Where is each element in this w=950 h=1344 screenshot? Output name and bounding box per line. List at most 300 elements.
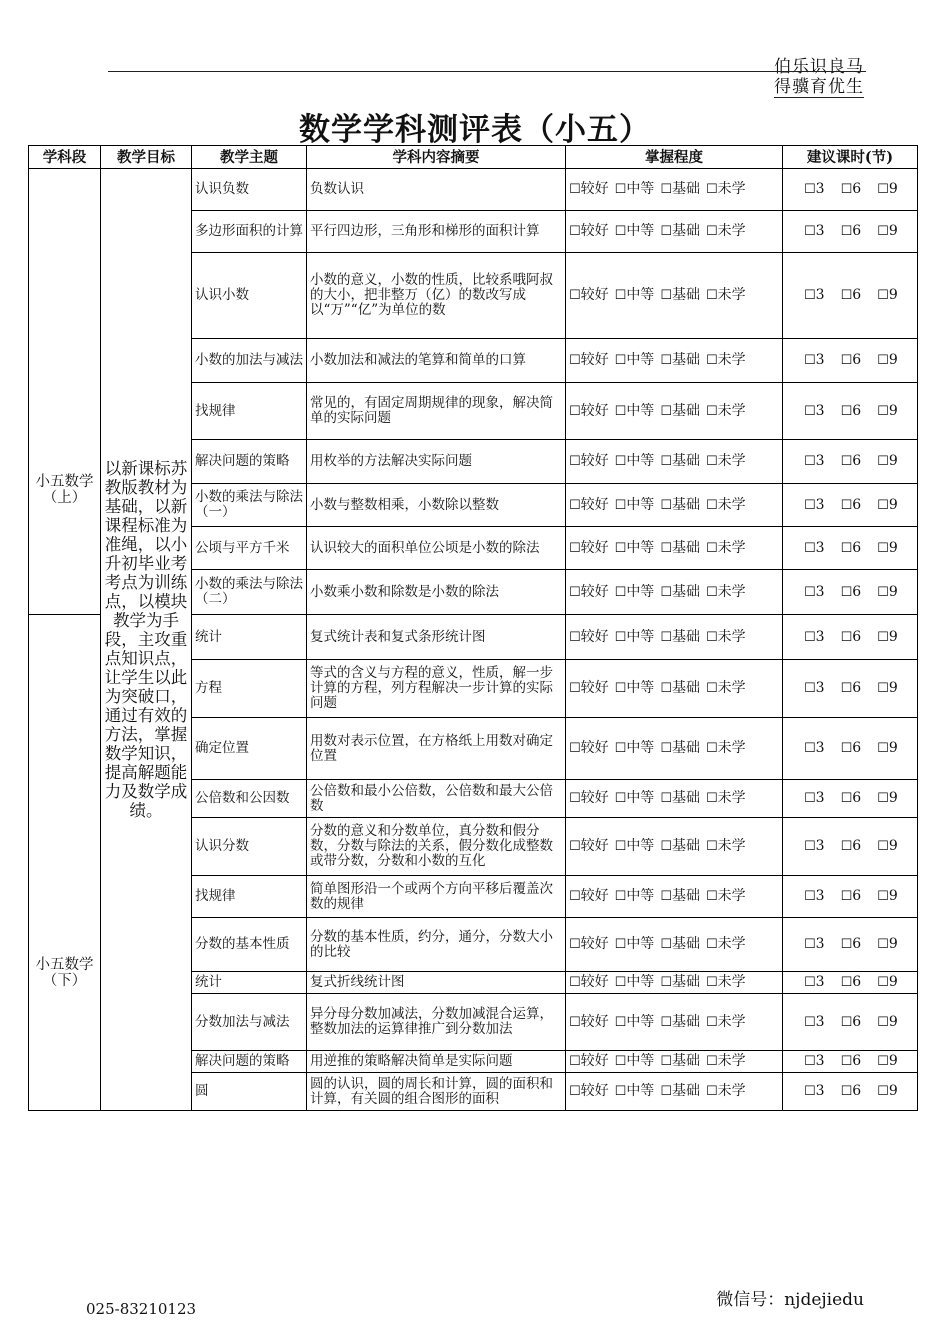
checkbox-icon[interactable]: ☐	[569, 629, 581, 645]
checkbox-icon[interactable]: ☐	[569, 353, 581, 368]
mastery-option[interactable]	[706, 681, 746, 696]
hours-option[interactable]	[841, 791, 862, 806]
checkbox-icon[interactable]: ☐	[804, 403, 816, 419]
hours-option[interactable]	[841, 1015, 862, 1030]
mastery-option[interactable]	[706, 741, 746, 756]
checkbox-icon[interactable]: ☐	[804, 1014, 816, 1030]
hours-option[interactable]	[804, 741, 825, 756]
hours-option[interactable]	[804, 182, 825, 197]
hours-option[interactable]	[877, 404, 898, 419]
checkbox-icon[interactable]: ☐	[804, 454, 816, 469]
hours-option[interactable]	[841, 1084, 862, 1099]
mastery-option[interactable]	[615, 1015, 655, 1030]
mastery-option[interactable]	[706, 182, 746, 197]
checkbox-icon[interactable]: ☐	[614, 681, 627, 696]
hours-option[interactable]	[877, 288, 898, 303]
checkbox-icon[interactable]: ☐	[569, 454, 581, 469]
mastery-option[interactable]	[660, 224, 700, 239]
mastery-option[interactable]	[569, 404, 609, 419]
mastery-option[interactable]	[706, 937, 746, 952]
mastery-option[interactable]	[660, 585, 700, 600]
checkbox-icon[interactable]: ☐	[614, 353, 627, 368]
hours-option[interactable]	[804, 839, 825, 854]
hours-option[interactable]	[877, 454, 898, 469]
checkbox-icon[interactable]: ☐	[660, 224, 672, 239]
checkbox-icon[interactable]: ☐	[614, 1054, 627, 1069]
mastery-option[interactable]	[615, 454, 655, 469]
checkbox-icon[interactable]: ☐	[804, 1084, 816, 1099]
checkbox-icon[interactable]: ☐	[569, 975, 581, 990]
content-summary-cell: 认识较大的面积单位公顷是小数的除法	[307, 527, 566, 570]
mastery-option[interactable]	[615, 404, 655, 419]
checkbox-icon[interactable]: ☐	[660, 791, 672, 806]
hours-option[interactable]	[877, 839, 898, 854]
checkbox-icon[interactable]: ☐	[840, 353, 853, 368]
checkbox-icon[interactable]: ☐	[614, 540, 627, 556]
checkbox-icon[interactable]: ☐	[660, 454, 672, 469]
hours-option-label: 6	[852, 1083, 862, 1099]
checkbox-icon[interactable]: ☐	[877, 454, 889, 469]
mastery-option[interactable]	[660, 182, 700, 197]
hours-option[interactable]	[841, 889, 862, 904]
mastery-option[interactable]	[615, 681, 655, 696]
mastery-option[interactable]	[660, 404, 700, 419]
mastery-option[interactable]	[569, 889, 609, 904]
checkbox-icon[interactable]: ☐	[840, 1084, 853, 1099]
checkbox-icon[interactable]: ☐	[804, 182, 816, 197]
mastery-option[interactable]	[615, 741, 655, 756]
checkbox-icon[interactable]: ☐	[614, 975, 627, 990]
checkbox-icon[interactable]: ☐	[614, 288, 627, 303]
checkbox-icon[interactable]: ☐	[614, 937, 627, 952]
checkbox-icon[interactable]: ☐	[660, 975, 672, 990]
checkbox-icon[interactable]: ☐	[705, 681, 718, 696]
topic-cell: 小数的加法与减法	[192, 339, 307, 383]
mastery-option[interactable]	[615, 1054, 655, 1069]
checkbox-icon[interactable]: ☐	[660, 741, 672, 756]
hours-option-label: 3	[815, 453, 825, 469]
checkbox-icon[interactable]: ☐	[877, 741, 889, 756]
hours-option[interactable]	[804, 288, 825, 303]
checkbox-icon[interactable]: ☐	[614, 497, 627, 513]
mastery-option[interactable]	[706, 498, 746, 513]
mastery-option[interactable]	[660, 889, 700, 904]
hours-option[interactable]	[841, 839, 862, 854]
checkbox-icon[interactable]: ☐	[705, 937, 718, 952]
checkbox-icon[interactable]: ☐	[804, 791, 816, 806]
checkbox-icon[interactable]: ☐	[614, 454, 627, 469]
mastery-option[interactable]	[569, 498, 609, 513]
mastery-option[interactable]	[569, 182, 609, 197]
checkbox-icon[interactable]: ☐	[660, 681, 672, 696]
hours-option[interactable]	[841, 353, 862, 368]
mastery-option[interactable]	[706, 585, 746, 600]
mastery-option[interactable]	[615, 839, 655, 854]
mastery-option[interactable]	[706, 404, 746, 419]
checkbox-icon[interactable]: ☐	[705, 353, 718, 368]
checkbox-icon[interactable]: ☐	[660, 629, 672, 645]
checkbox-icon[interactable]: ☐	[705, 629, 718, 645]
hours-option[interactable]	[877, 182, 898, 197]
mastery-option[interactable]	[660, 937, 700, 952]
checkbox-icon[interactable]: ☐	[660, 288, 672, 303]
topic-cell: 多边形面积的计算	[192, 211, 307, 253]
checkbox-icon[interactable]: ☐	[614, 791, 627, 806]
mastery-option[interactable]	[615, 889, 655, 904]
hours-option[interactable]	[804, 975, 825, 990]
checkbox-icon[interactable]: ☐	[569, 681, 581, 696]
hours-option[interactable]	[841, 681, 862, 696]
hours-option[interactable]	[877, 1084, 898, 1099]
mastery-option[interactable]	[660, 791, 700, 806]
checkbox-icon[interactable]: ☐	[840, 1054, 853, 1069]
mastery-option[interactable]	[615, 585, 655, 600]
mastery-option[interactable]	[569, 975, 609, 990]
hours-option[interactable]	[877, 889, 898, 904]
hours-option[interactable]	[804, 404, 825, 419]
hours-option[interactable]	[877, 937, 898, 952]
hours-option[interactable]	[877, 585, 898, 600]
hours-option-label: 3	[815, 181, 825, 197]
hours-option[interactable]	[841, 288, 862, 303]
mastery-option[interactable]	[660, 353, 700, 368]
hours-option[interactable]	[877, 1054, 898, 1069]
checkbox-icon[interactable]: ☐	[804, 681, 816, 696]
hours-option[interactable]	[841, 498, 862, 513]
checkbox-icon[interactable]: ☐	[804, 975, 816, 990]
checkbox-icon[interactable]: ☐	[877, 839, 889, 854]
checkbox-icon[interactable]: ☐	[705, 839, 718, 854]
checkbox-icon[interactable]: ☐	[877, 1014, 889, 1030]
mastery-option[interactable]	[706, 288, 746, 303]
checkbox-icon[interactable]: ☐	[569, 497, 581, 513]
mastery-option[interactable]	[615, 224, 655, 239]
checkbox-icon[interactable]: ☐	[569, 741, 581, 756]
mastery-option[interactable]	[615, 630, 655, 645]
checkbox-icon[interactable]: ☐	[705, 1084, 718, 1099]
mastery-option[interactable]	[615, 498, 655, 513]
mastery-option[interactable]	[660, 630, 700, 645]
checkbox-icon[interactable]: ☐	[660, 889, 672, 904]
checkbox-icon[interactable]: ☐	[840, 497, 853, 513]
mastery-option[interactable]	[569, 288, 609, 303]
checkbox-icon[interactable]: ☐	[804, 629, 816, 645]
mastery-option[interactable]	[660, 1015, 700, 1030]
mastery-option[interactable]	[660, 498, 700, 513]
checkbox-icon[interactable]: ☐	[840, 741, 853, 756]
checkbox-icon[interactable]: ☐	[705, 1054, 718, 1069]
checkbox-icon[interactable]: ☐	[569, 540, 581, 556]
checkbox-icon[interactable]: ☐	[877, 497, 889, 513]
checkbox-icon[interactable]: ☐	[705, 889, 718, 904]
mastery-option[interactable]	[706, 975, 746, 990]
checkbox-icon[interactable]: ☐	[614, 741, 627, 756]
mastery-option[interactable]	[706, 1084, 746, 1099]
hours-option[interactable]	[841, 541, 862, 556]
checkbox-icon[interactable]: ☐	[877, 681, 889, 696]
mastery-option[interactable]	[615, 353, 655, 368]
checkbox-icon[interactable]: ☐	[614, 1084, 627, 1099]
hours-option[interactable]	[841, 741, 862, 756]
checkbox-icon[interactable]: ☐	[569, 1054, 581, 1069]
checkbox-icon[interactable]: ☐	[569, 791, 581, 806]
checkbox-icon[interactable]: ☐	[840, 629, 853, 645]
hours-option[interactable]	[804, 353, 825, 368]
mastery-option[interactable]	[706, 889, 746, 904]
checkbox-icon[interactable]: ☐	[804, 741, 816, 756]
checkbox-icon[interactable]: ☐	[804, 937, 816, 952]
mastery-option[interactable]	[660, 541, 700, 556]
hours-option[interactable]	[877, 541, 898, 556]
checkbox-icon[interactable]: ☐	[840, 975, 853, 990]
checkbox-icon[interactable]: ☐	[877, 182, 889, 197]
mastery-option-label: 基础	[671, 740, 700, 756]
checkbox-icon[interactable]: ☐	[877, 540, 889, 556]
mastery-option[interactable]	[706, 454, 746, 469]
checkbox-icon[interactable]: ☐	[877, 937, 889, 952]
checkbox-icon[interactable]: ☐	[614, 224, 627, 239]
checkbox-icon[interactable]: ☐	[660, 353, 672, 368]
mastery-option[interactable]	[569, 839, 609, 854]
hours-option[interactable]	[804, 791, 825, 806]
checkbox-icon[interactable]: ☐	[840, 182, 853, 197]
checkbox-icon[interactable]: ☐	[660, 584, 672, 600]
mastery-cell	[566, 780, 783, 818]
hours-option[interactable]	[804, 630, 825, 645]
checkbox-icon[interactable]: ☐	[840, 889, 853, 904]
checkbox-icon[interactable]: ☐	[660, 1014, 672, 1030]
checkbox-icon[interactable]: ☐	[705, 1014, 718, 1030]
checkbox-icon[interactable]: ☐	[705, 182, 718, 197]
hours-option[interactable]	[877, 681, 898, 696]
hours-option[interactable]	[804, 224, 825, 239]
hours-option[interactable]	[877, 975, 898, 990]
hours-option[interactable]	[841, 454, 862, 469]
hours-option[interactable]	[804, 937, 825, 952]
mastery-option[interactable]	[569, 224, 609, 239]
hours-option[interactable]	[877, 741, 898, 756]
hours-option-label: 3	[815, 223, 825, 239]
checkbox-icon[interactable]: ☐	[569, 288, 581, 303]
header-rule	[108, 71, 866, 72]
checkbox-icon[interactable]: ☐	[804, 839, 816, 854]
mastery-option[interactable]	[660, 681, 700, 696]
mastery-option[interactable]	[660, 839, 700, 854]
checkbox-icon[interactable]: ☐	[660, 403, 672, 419]
mastery-option[interactable]	[569, 1015, 609, 1030]
checkbox-icon[interactable]: ☐	[877, 1054, 889, 1069]
checkbox-icon[interactable]: ☐	[614, 182, 627, 197]
mastery-option[interactable]	[615, 182, 655, 197]
hours-option[interactable]	[804, 498, 825, 513]
checkbox-icon[interactable]: ☐	[804, 288, 816, 303]
hours-option[interactable]	[841, 182, 862, 197]
checkbox-icon[interactable]: ☐	[877, 975, 889, 990]
mastery-option[interactable]	[660, 1054, 700, 1069]
mastery-option[interactable]	[569, 741, 609, 756]
hours-option[interactable]	[804, 681, 825, 696]
hours-option[interactable]	[877, 1015, 898, 1030]
checkbox-icon[interactable]: ☐	[660, 1084, 672, 1099]
hours-option[interactable]	[877, 224, 898, 239]
checkbox-icon[interactable]: ☐	[705, 497, 718, 513]
mastery-option-label: 未学	[717, 1053, 746, 1069]
mastery-option[interactable]	[569, 791, 609, 806]
checkbox-icon[interactable]: ☐	[840, 584, 853, 600]
checkbox-icon[interactable]: ☐	[840, 937, 853, 952]
checkbox-icon[interactable]: ☐	[877, 288, 889, 303]
mastery-option[interactable]	[660, 454, 700, 469]
hours-option[interactable]	[841, 1054, 862, 1069]
hours-option[interactable]	[804, 889, 825, 904]
checkbox-icon[interactable]: ☐	[877, 629, 889, 645]
hours-option[interactable]	[877, 353, 898, 368]
mastery-option[interactable]	[615, 288, 655, 303]
hours-option[interactable]	[804, 585, 825, 600]
mastery-option[interactable]	[706, 791, 746, 806]
checkbox-icon[interactable]: ☐	[660, 1054, 672, 1069]
checkbox-icon[interactable]: ☐	[569, 224, 581, 239]
checkbox-icon[interactable]: ☐	[877, 889, 889, 904]
checkbox-icon[interactable]: ☐	[804, 889, 816, 904]
mastery-cell	[566, 818, 783, 876]
hours-option[interactable]	[804, 1015, 825, 1030]
mastery-option[interactable]	[615, 791, 655, 806]
mastery-option[interactable]	[706, 353, 746, 368]
checkbox-icon[interactable]: ☐	[705, 975, 718, 990]
mastery-option[interactable]	[706, 224, 746, 239]
mastery-option[interactable]	[706, 1054, 746, 1069]
checkbox-icon[interactable]: ☐	[804, 497, 816, 513]
mastery-cell	[566, 484, 783, 527]
checkbox-icon[interactable]: ☐	[660, 839, 672, 854]
checkbox-icon[interactable]: ☐	[877, 403, 889, 419]
mastery-option[interactable]	[660, 1084, 700, 1099]
checkbox-icon[interactable]: ☐	[804, 584, 816, 600]
checkbox-icon[interactable]: ☐	[705, 540, 718, 556]
mastery-option[interactable]	[569, 585, 609, 600]
mastery-option[interactable]	[615, 937, 655, 952]
hours-option[interactable]	[841, 630, 862, 645]
mastery-option[interactable]	[706, 839, 746, 854]
checkbox-icon[interactable]: ☐	[614, 889, 627, 904]
mastery-option[interactable]	[569, 541, 609, 556]
checkbox-icon[interactable]: ☐	[804, 540, 816, 556]
checkbox-icon[interactable]: ☐	[840, 540, 853, 556]
hours-option[interactable]	[804, 541, 825, 556]
checkbox-icon[interactable]: ☐	[877, 353, 889, 368]
hours-option-label: 6	[852, 1013, 862, 1030]
mastery-option[interactable]	[569, 1084, 609, 1099]
checkbox-icon[interactable]: ☐	[804, 224, 816, 239]
checkbox-icon[interactable]: ☐	[614, 403, 627, 419]
checkbox-icon[interactable]: ☐	[569, 1084, 581, 1099]
checkbox-icon[interactable]: ☐	[705, 454, 718, 469]
mastery-cell	[566, 440, 783, 484]
checkbox-icon[interactable]: ☐	[840, 1014, 853, 1030]
topic-cell: 认识小数	[192, 253, 307, 339]
checkbox-icon[interactable]: ☐	[840, 224, 853, 239]
mastery-option[interactable]	[615, 541, 655, 556]
mastery-option[interactable]	[660, 741, 700, 756]
hours-option[interactable]	[877, 791, 898, 806]
hours-option[interactable]	[877, 630, 898, 645]
mastery-option[interactable]	[569, 454, 609, 469]
checkbox-icon[interactable]: ☐	[660, 497, 672, 513]
checkbox-icon[interactable]: ☐	[840, 681, 853, 696]
hours-option[interactable]	[804, 454, 825, 469]
checkbox-icon[interactable]: ☐	[569, 889, 581, 904]
checkbox-icon[interactable]: ☐	[705, 403, 718, 419]
mastery-option[interactable]	[569, 353, 609, 368]
checkbox-icon[interactable]: ☐	[877, 224, 889, 239]
checkbox-icon[interactable]: ☐	[660, 182, 672, 197]
mastery-option[interactable]	[706, 630, 746, 645]
mastery-option-label: 未学	[717, 181, 746, 197]
checkbox-icon[interactable]: ☐	[840, 454, 853, 469]
hours-option[interactable]	[841, 404, 862, 419]
checkbox-icon[interactable]: ☐	[569, 937, 581, 952]
checkbox-icon[interactable]: ☐	[660, 540, 672, 556]
checkbox-icon[interactable]: ☐	[705, 741, 718, 756]
checkbox-icon[interactable]: ☐	[569, 839, 581, 854]
checkbox-icon[interactable]: ☐	[840, 403, 853, 419]
checkbox-icon[interactable]: ☐	[660, 937, 672, 952]
checkbox-icon[interactable]: ☐	[840, 839, 853, 854]
checkbox-icon[interactable]: ☐	[804, 1054, 816, 1069]
checkbox-icon[interactable]: ☐	[614, 584, 627, 600]
hours-option[interactable]	[841, 937, 862, 952]
checkbox-icon[interactable]: ☐	[705, 224, 718, 239]
mastery-option[interactable]	[660, 288, 700, 303]
hours-option[interactable]	[841, 975, 862, 990]
checkbox-icon[interactable]: ☐	[569, 584, 581, 600]
checkbox-icon[interactable]: ☐	[614, 1014, 627, 1030]
mastery-option-label: 中等	[626, 680, 655, 696]
checkbox-icon[interactable]: ☐	[877, 791, 889, 806]
hours-option[interactable]	[804, 1054, 825, 1069]
hours-option[interactable]	[877, 498, 898, 513]
checkbox-icon[interactable]: ☐	[614, 839, 627, 854]
checkbox-icon[interactable]: ☐	[804, 353, 816, 368]
mastery-option[interactable]	[660, 975, 700, 990]
mastery-option[interactable]	[615, 1084, 655, 1099]
mastery-option[interactable]	[615, 975, 655, 990]
hours-option[interactable]	[804, 1084, 825, 1099]
hours-option[interactable]	[841, 224, 862, 239]
hours-option[interactable]	[841, 585, 862, 600]
checkbox-icon[interactable]: ☐	[569, 403, 581, 419]
mastery-option-label: 未学	[717, 453, 746, 469]
checkbox-icon[interactable]: ☐	[840, 791, 853, 806]
checkbox-icon[interactable]: ☐	[877, 584, 889, 600]
checkbox-icon[interactable]: ☐	[705, 288, 718, 303]
mastery-option[interactable]	[706, 541, 746, 556]
checkbox-icon[interactable]: ☐	[877, 1084, 889, 1099]
checkbox-icon[interactable]: ☐	[569, 1014, 581, 1030]
mastery-option[interactable]	[569, 630, 609, 645]
checkbox-icon[interactable]: ☐	[705, 584, 718, 600]
checkbox-icon[interactable]: ☐	[614, 629, 627, 645]
hours-option-label: 6	[852, 453, 862, 469]
mastery-option[interactable]	[569, 937, 609, 952]
mastery-option[interactable]	[569, 1054, 609, 1069]
checkbox-icon[interactable]: ☐	[569, 182, 581, 197]
mastery-option[interactable]	[569, 681, 609, 696]
mastery-option[interactable]	[706, 1015, 746, 1030]
checkbox-icon[interactable]: ☐	[840, 288, 853, 303]
checkbox-icon[interactable]: ☐	[705, 791, 718, 806]
